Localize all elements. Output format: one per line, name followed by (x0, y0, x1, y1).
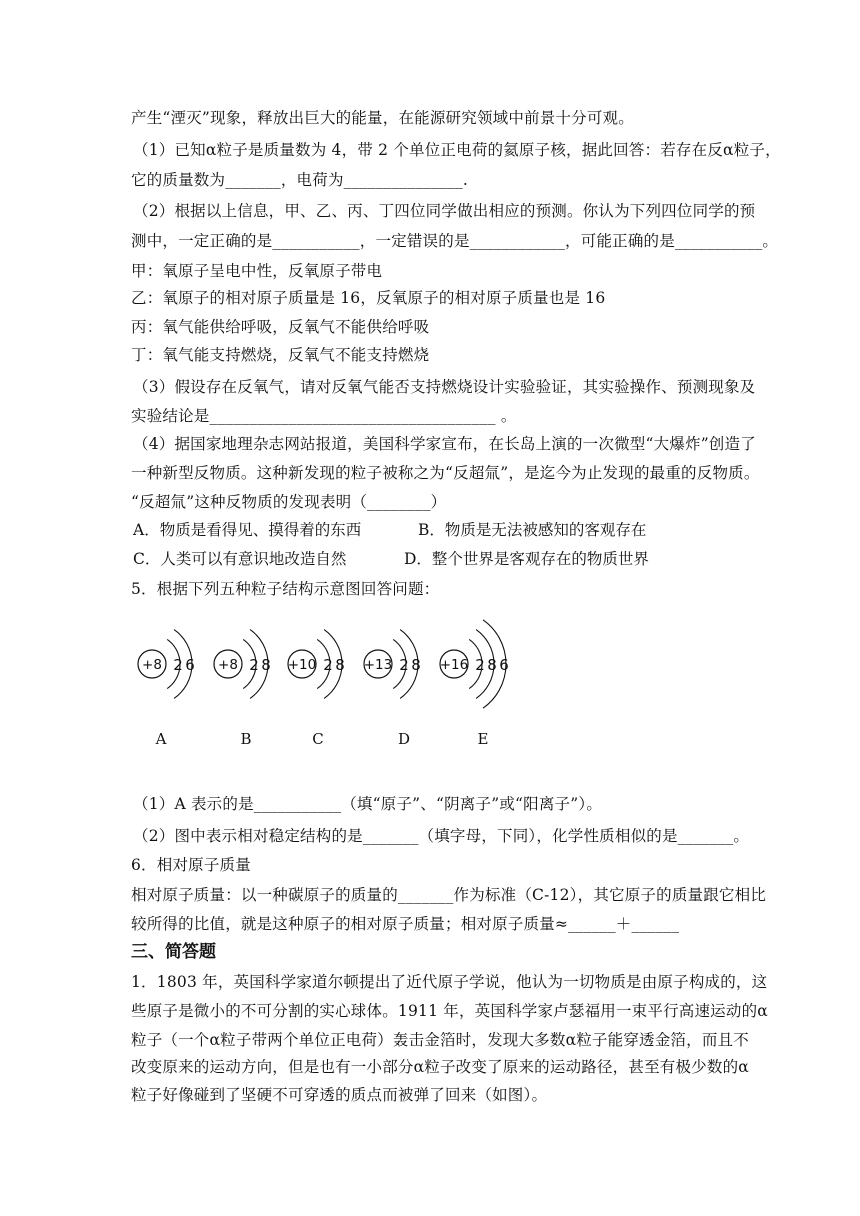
text-line: 实验结论是____________________________________ 。 (131, 407, 517, 425)
option-c: C．人类可以有意识地改造自然 (133, 550, 347, 568)
particle-label: C (312, 730, 324, 748)
text-line: 较所得的比值，就是这种原子的相对原子质量；相对原子质量≈______＋______ (131, 915, 680, 933)
text-line: 些原子是微小的不可分割的实心球体。1911 年，英国科学家卢瑟福用一束平行高速运动的α (131, 1002, 768, 1020)
question-1: 1．1803 年，英国科学家道尔顿提出了近代原子学说，他认为一切物质是由原子构成的，这 (131, 973, 768, 991)
question-5: 5．根据下列五种粒子结构示意图回答问题： (131, 580, 440, 598)
question-4-2: （2）根据以上信息，甲、乙、丙、丁四位同学做出相应的预测。你认为下列四位同学的预 (133, 202, 756, 220)
particle-b (214, 630, 271, 748)
question-6: 6．相对原子质量 (131, 856, 251, 874)
text-line: 它的质量数为_______，电荷为_______________. (131, 171, 469, 189)
prediction-bing: 丙：氧气能供给呼吸，反氧气不能供给呼吸 (131, 318, 430, 336)
nucleus-charge: +16 (439, 657, 469, 673)
shell-electron-count: 2 (399, 656, 409, 674)
text-line: 测中，一定正确的是___________，一定错误的是____________，可能正确的是___________。 (131, 232, 779, 250)
option-a: A．物质是看得见、摸得着的东西 (133, 521, 362, 539)
shell-electron-count: 2 (323, 656, 333, 674)
nucleus-charge: +10 (287, 657, 317, 673)
particle-d (364, 630, 421, 748)
question-4-1: （1）已知α粒子是质量数为 4，带 2 个单位正电荷的氦原子核，据此回答：若存在反α粒子， (133, 141, 781, 159)
particle-label: A (155, 730, 167, 748)
text-line: 一种新型反物质。这种新发现的粒子被称之为“反超氚”，是迄今为止发现的最重的反物质。 (131, 464, 760, 482)
nucleus-charge: +8 (218, 657, 238, 673)
particle-a (138, 630, 195, 748)
question-5-2: （2）图中表示相对稳定结构的是_______（填字母，下同），化学性质相似的是_______。 (133, 827, 750, 845)
shell-electron-count: 2 (249, 656, 259, 674)
prediction-ding: 丁：氧气能支持燃烧，反氧气不能支持燃烧 (131, 346, 430, 364)
text-line: 粒子好像碰到了坚硬不可穿透的质点而被弹了回来（如图）。 (131, 1086, 548, 1104)
section-heading: 三、简答题 (131, 942, 216, 962)
prediction-jia: 甲：氧原子呈电中性，反氧原子带电 (131, 262, 383, 280)
shell-electron-count: 6 (185, 656, 195, 674)
shell-electron-count: 6 (499, 656, 509, 674)
particle-label: B (240, 730, 252, 748)
text-line: 改变原来的运动方向，但是也有一小部分α粒子改变了原来的运动路径，甚至有极少数的α (131, 1058, 749, 1076)
option-b: B．物质是无法被感知的客观存在 (418, 521, 647, 539)
question-4-4: （4）据国家地理杂志网站报道，美国科学家宣布，在长岛上演的一次微型“大爆炸”创造了 (133, 435, 756, 453)
text-line: 相对原子质量：以一种碳原子的质量的_______作为标准（C-12），其它原子的质量跟它相比 (131, 886, 767, 904)
option-d: D．整个世界是客观存在的物质世界 (404, 550, 649, 568)
particle-e (440, 620, 509, 748)
particle-label: E (477, 730, 489, 748)
question-4-3: （3）假设存在反氧气，请对反氧气能否支持燃烧设计实验验证，其实验操作、预测现象及 (133, 378, 756, 396)
shell-electron-count: 8 (261, 656, 271, 674)
text-line: “反超氚”这种反物质的发现表明（________） (131, 493, 447, 511)
text-line: 粒子（一个α粒子带两个单位正电荷）轰击金箔时，发现大多数α粒子能穿透金箔，而且不 (131, 1031, 749, 1049)
shell-electron-count: 8 (411, 656, 421, 674)
particle-label: D (397, 730, 411, 748)
shell-electron-count: 2 (475, 656, 485, 674)
prediction-yi: 乙：氧原子的相对原子质量是 16，反氧原子的相对原子质量也是 16 (131, 289, 606, 307)
text-line: 产生“湮灭”现象，释放出巨大的能量，在能源研究领域中前景十分可观。 (131, 109, 634, 127)
nucleus-charge: +8 (142, 657, 162, 673)
shell-electron-count: 8 (335, 656, 345, 674)
question-5-1: （1）A 表示的是___________（填“原子”、“阴离子”或“阳离子”）。 (133, 795, 603, 813)
particle-structure-diagram (130, 612, 530, 752)
shell-electron-count: 8 (487, 656, 497, 674)
shell-electron-count: 2 (173, 656, 183, 674)
nucleus-charge: +13 (363, 657, 393, 673)
particle-c (288, 630, 345, 748)
